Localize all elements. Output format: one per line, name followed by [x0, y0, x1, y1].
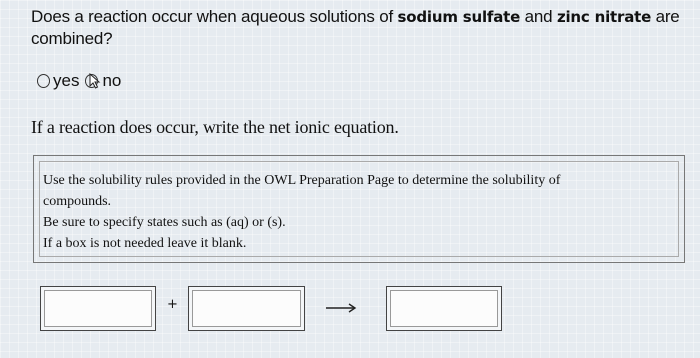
reactant-input-2[interactable] — [188, 286, 305, 331]
instruction-prompt: If a reaction does occur, write the net ionic equation. — [31, 117, 399, 137]
radio-yes-label: yes — [53, 71, 80, 90]
info-line-2: compounds. — [43, 194, 112, 209]
plus-sign: + — [167, 297, 178, 312]
reactant-2: zinc nitrate — [556, 8, 652, 26]
answer-options — [37, 70, 127, 92]
info-line-3: Be sure to specify states such as (aq) or (s). — [43, 215, 286, 230]
product-input[interactable] — [386, 286, 502, 331]
question-text — [31, 6, 691, 50]
reactant-input-1[interactable] — [40, 286, 156, 331]
info-box — [33, 155, 685, 263]
info-line-1: Use the solubility rules provided in the OWL Preparation Page to determine the solubility of — [43, 173, 561, 188]
reactant-1: sodium sulfate — [397, 8, 521, 26]
info-line-4: If a box is not needed leave it blank. — [43, 236, 247, 251]
radio-no-label: no — [102, 71, 122, 90]
right-arrow-icon — [325, 300, 357, 316]
question-text-part-2: and — [520, 7, 557, 26]
mouse-pointer-icon — [89, 73, 101, 89]
question-text-part-1: Does a reaction occur when aqueous solutions of — [31, 7, 398, 26]
question-text-part-3: are combined? — [31, 7, 680, 48]
info-text — [43, 170, 673, 254]
radio-yes[interactable] — [37, 74, 50, 88]
